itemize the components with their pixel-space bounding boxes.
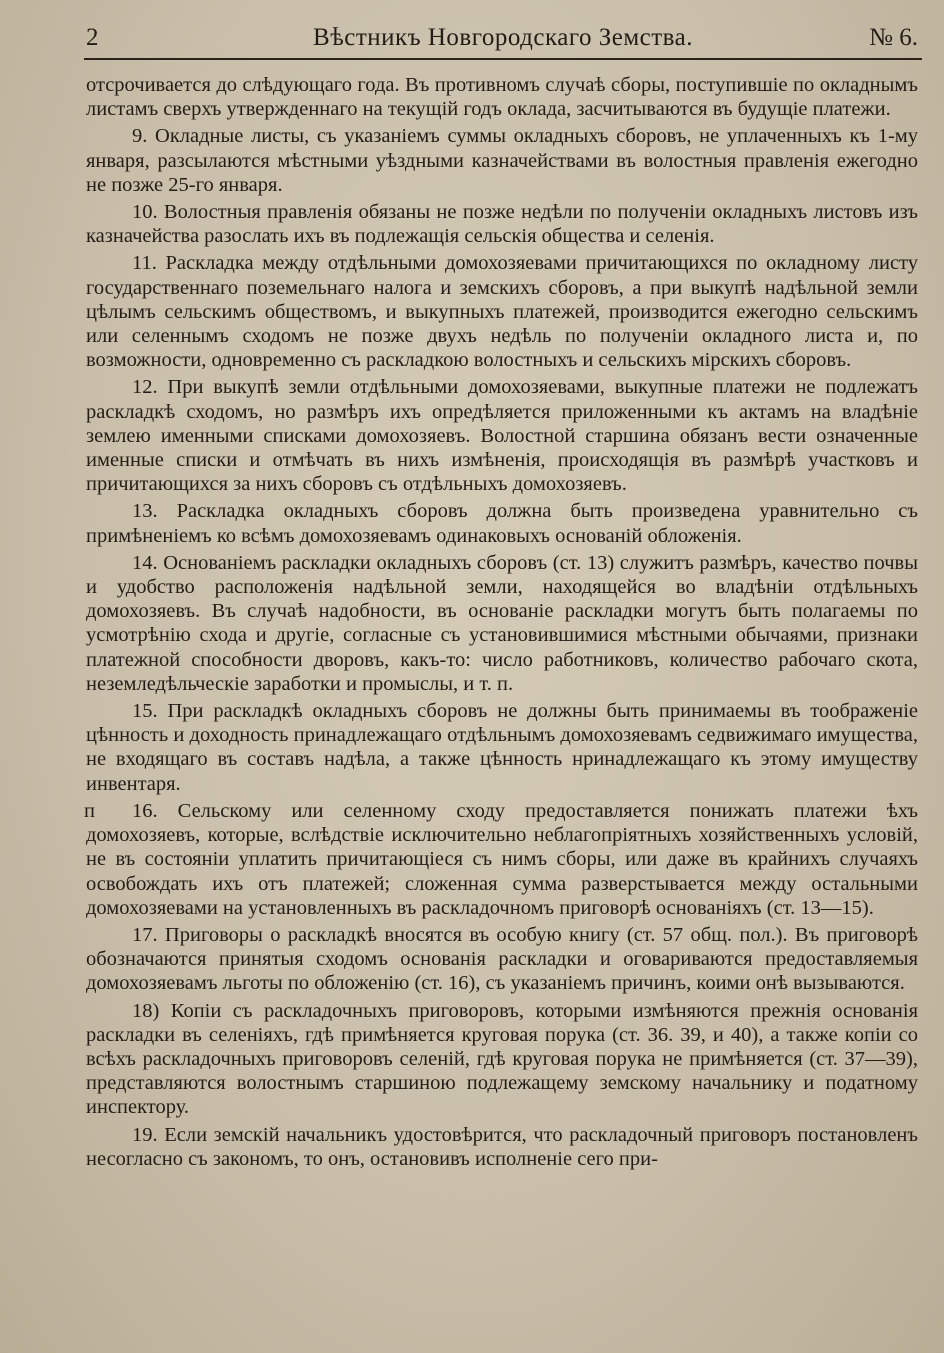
paragraph-article-13: 13. Раскладка окладныхъ сборовъ должна быть произведена уравнительно съ примѣненіемъ ко всѣмъ домохозяевамъ одинаковыхъ основаній обложенія. <box>86 500 918 547</box>
paragraph-continuation: отсрочивается до слѣдующаго года. Въ противномъ случаѣ сборы, поступившіе по окладнымъ листамъ сверхъ утвержденнаго на текущій годъ оклада, засчитываются въ будущіе платежи. <box>86 74 918 121</box>
paragraph-article-15: 15. При раскладкѣ окладныхъ сборовъ не должны быть принимаемы въ тоображеніе цѣнность и доходность принадлежащаго отдѣльнымъ домохозяевамъ седвижимаго имущества, не входящаго въ составъ надѣла, а также цѣнность нринадлежащаго къ этому имуществу инвентаря. <box>86 700 918 795</box>
paragraph-article-18: 18) Копіи съ раскладочныхъ приговоровъ, которыми измѣняются прежнія основанія раскладки въ селеніяхъ, гдѣ примѣняется круговая порука (ст. 36. 39, и 40), а также копіи со всѣхъ раскладочныхъ приговоровъ селеній, гдѣ круговая порука не примѣняется (ст. 37—39), представляются волостнымъ старшиною подлежащему земскому начальнику и податному инспектору. <box>86 999 918 1119</box>
paragraph-article-17: 17. Приговоры о раскладкѣ вносятся въ особую книгу (ст. 57 общ. пол.). Въ приговорѣ обозначаются принятыя сходомъ основанія раскладки и оговариваются предоставляемыя домохозяевамъ льготы по обложенію (ст. 16), съ указаніемъ причинъ, коими онѣ вызываются. <box>86 923 918 995</box>
paragraph-article-9: 9. Окладные листы, съ указаніемъ суммы окладныхъ сборовъ, не уплаченныхъ къ 1-му января, разсылаются мѣстными уѣздными казначействами въ волостныя правленія ежегодно не позже 25-го января. <box>86 125 918 196</box>
paragraph-article-11: 11. Раскладка между отдѣльными домохозяевами причитающихся по окладному листу государственнаго поземельнаго налога и земскихъ сборовъ, а при выкупѣ надѣльной земли цѣлымъ сельскимъ обществомъ, и выкупныхъ платежей, производится ежегодно сельскимъ или селеннымъ сходомъ не позже двухъ недѣль по полученіи окладного листа и, по возможности, одновременно съ раскладкою волостныхъ и сельскихъ мірскихъ сборовъ. <box>86 252 918 372</box>
paragraph-article-19: 19. Если земскій начальникъ удостовѣрится, что раскладочный приговоръ постановленъ несогласно съ закономъ, то онъ, остановивъ исполненіе сего при- <box>86 1123 918 1170</box>
paragraph-article-14: 14. Основаніемъ раскладки окладныхъ сборовъ (ст. 13) служитъ размѣръ, качество почвы и удобство расположенія надѣльной земли, находящейся во владѣніи отдѣльныхъ домохозяевъ. Въ случаѣ надобности, въ основаніе раскладки могутъ быть полагаемы по усмотрѣнію схода и другіе, согласные съ установившимися мѣстными обычаями, признаки платежной способности дворовъ, какъ-то: число работниковъ, количество рабочаго скота, неземледѣльческіе заработки и промыслы, и т. п. <box>86 551 918 695</box>
body-text <box>86 73 918 1174</box>
journal-title: Вѣстникъ Новгородскаго Земства. <box>313 24 693 51</box>
paragraph-article-16: 16. Сельскому или селенному сходу предоставляется понижать платежи ѣхъ домохозяевъ, которые, вслѣдствіе исключительно неблагопріятныхъ хозяйственныхъ условій, не въ состояніи уплатить причитающіеся съ нимъ сборы, или даже въ крайнихъ случаяхъ освобождать ихъ отъ платежей; сложенная сумма разверстывается между остальными домохозяевами на установленныхъ въ раскладочномъ приговорѣ основаніяхъ (ст. 13—15). <box>86 799 918 919</box>
paragraph-article-10: 10. Волостныя правленія обязаны не позже недѣли по полученіи окладныхъ листовъ изъ казначейства разослать ихъ въ подлежащія сельскія общества и селенія. <box>86 201 918 248</box>
margin-mark: п <box>84 799 95 822</box>
issue-number: № 6. <box>869 24 918 51</box>
page-number: 2 <box>86 24 99 51</box>
running-header <box>86 20 920 56</box>
header-rule <box>84 58 922 60</box>
paragraph-article-12: 12. При выкупѣ земли отдѣльными домохозяевами, выкупные платежи не подлежатъ раскладкѣ сходомъ, но размѣръ ихъ опредѣляется приложенными къ актамъ на владѣніе землею именными списками домохозяевъ. Волостной старшина обязанъ вести означенные именные списки и отмѣчать въ нихъ измѣненія, происходящія въ размѣрѣ участковъ и причитающихся за нихъ сборовъ съ отдѣльныхъ домохозяевъ. <box>86 376 918 496</box>
